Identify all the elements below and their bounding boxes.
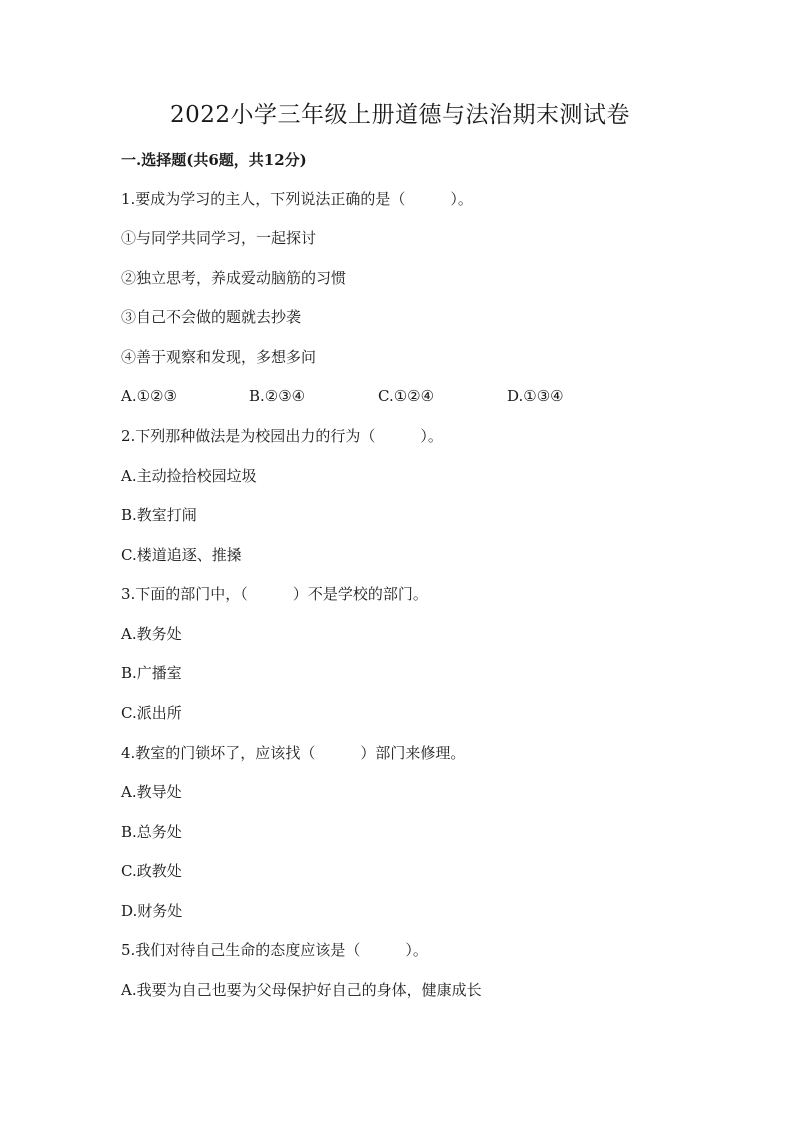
question-1-stem: 1.要成为学习的主人，下列说法正确的是（ ）。	[121, 190, 473, 208]
question-2-option-b: B.教室打闹	[121, 506, 197, 524]
page-title: 2022小学三年级上册道德与法治期末测试卷	[169, 102, 631, 128]
question-5-stem: 5.我们对待自己生命的态度应该是（ ）。	[121, 941, 428, 959]
question-4-stem: 4.教室的门锁坏了，应该找（ ）部门来修理。	[121, 744, 466, 762]
question-1-item: ③自己不会做的题就去抄袭	[121, 308, 302, 326]
question-4-option-b: B.总务处	[121, 823, 182, 841]
question-1-item: ①与同学共同学习，一起探讨	[121, 229, 317, 247]
question-4-option-d: D.财务处	[121, 902, 183, 920]
question-2-option-c: C.楼道追逐、推搡	[121, 546, 242, 564]
question-3-option-c: C.派出所	[121, 704, 182, 722]
question-5-option-a: A.我要为自己也要为父母保护好自己的身体，健康成长	[121, 981, 482, 999]
question-2-option-a: A.主动捡拾校园垃圾	[121, 467, 257, 485]
question-1-option-c: C.①②④	[378, 387, 435, 405]
question-1-item: ②独立思考，养成爱动脑筋的习惯	[121, 269, 347, 287]
question-1-option-d: D.①③④	[507, 387, 564, 405]
question-3-option-b: B.广播室	[121, 664, 182, 682]
question-3-stem: 3.下面的部门中，（ ）不是学校的部门。	[121, 585, 428, 603]
question-2-stem: 2.下列那种做法是为校园出力的行为（ ）。	[121, 427, 443, 445]
question-1-option-b: B.②③④	[249, 387, 306, 405]
question-3-option-a: A.教务处	[121, 625, 182, 643]
section-heading: 一.选择题(共6题，共12分)	[121, 151, 307, 169]
question-1-item: ④善于观察和发现，多想多问	[121, 348, 317, 366]
question-4-option-c: C.政教处	[121, 862, 182, 880]
question-1-option-a: A.①②③	[121, 387, 177, 405]
question-4-option-a: A.教导处	[121, 783, 182, 801]
